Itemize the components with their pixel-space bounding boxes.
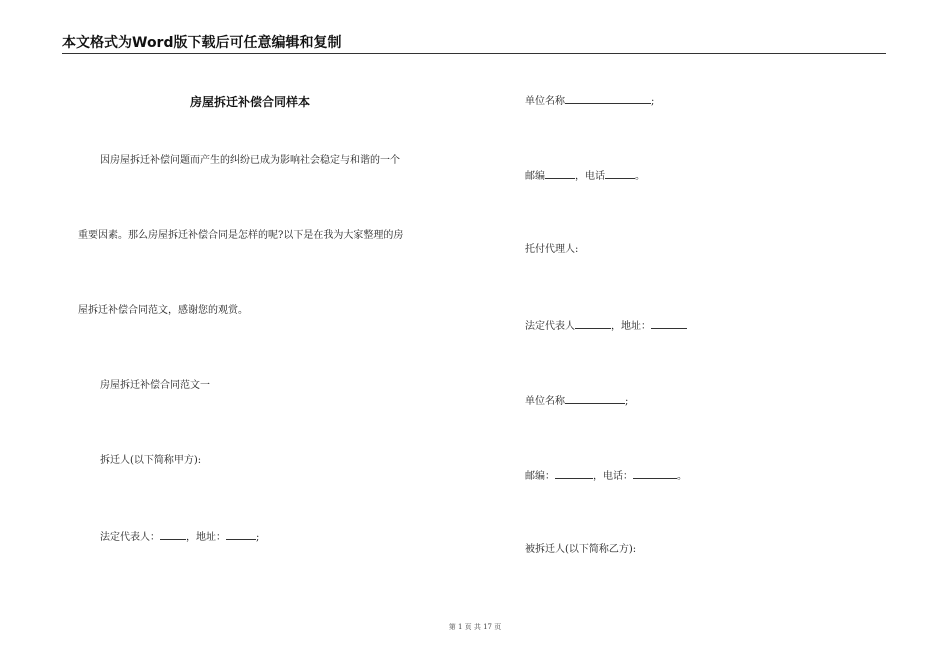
blank-line [555,468,593,479]
paragraph-line: 重要因素。那么房屋拆迁补偿合同是怎样的呢?以下是在我为大家整理的房 [78,230,404,241]
blank-line [575,318,611,329]
blank-line [565,393,625,404]
field-label: 单位名称 [525,96,565,107]
blank-line [651,318,687,329]
page-footer: 第 1 页 共 17 页 [448,623,502,631]
field-label: 法定代表人 [525,321,575,332]
header-title: 本文格式为Word版下载后可任意编辑和复制 [62,35,342,51]
field-separator: 。 [677,471,687,482]
section-heading: 房屋拆迁补偿合同范文一 [100,380,210,391]
postcode-line [525,168,645,184]
blank-line [633,468,677,479]
field-label: ，电话： [593,471,633,482]
field-separator: ; [651,96,655,107]
representative-line [525,318,687,334]
field-label: ，地址： [186,532,226,543]
party-label: 被拆迁人(以下简称乙方): [525,544,637,555]
field-separator: 。 [635,171,645,182]
field-label: 邮编： [525,471,555,482]
blank-line [565,93,651,104]
field-separator: ; [625,396,629,407]
agent-label: 托付代理人: [525,244,579,255]
field-label: 法定代表人： [100,532,160,543]
blank-line [605,168,635,179]
page-header [62,33,886,54]
blank-line [160,529,186,540]
field-label: ，电话 [575,171,605,182]
field-label: 单位名称 [525,396,565,407]
paragraph-line: 因房屋拆迁补偿问题而产生的纠纷已成为影响社会稳定与和谐的一个 [100,155,400,166]
document-title: 房屋拆迁补偿合同样本 [190,95,311,109]
field-separator: ; [256,532,260,543]
party-label: 拆迁人(以下简称甲方): [100,455,202,466]
field-label: 邮编 [525,171,545,182]
postcode-line [525,468,687,484]
paragraph-line: 屋拆迁补偿合同范文，感谢您的观赏。 [78,305,248,316]
unit-name-line [525,393,628,409]
blank-line [226,529,256,540]
field-label: ，地址： [611,321,651,332]
blank-line [545,168,575,179]
representative-line [100,529,259,545]
unit-name-line [525,93,654,109]
